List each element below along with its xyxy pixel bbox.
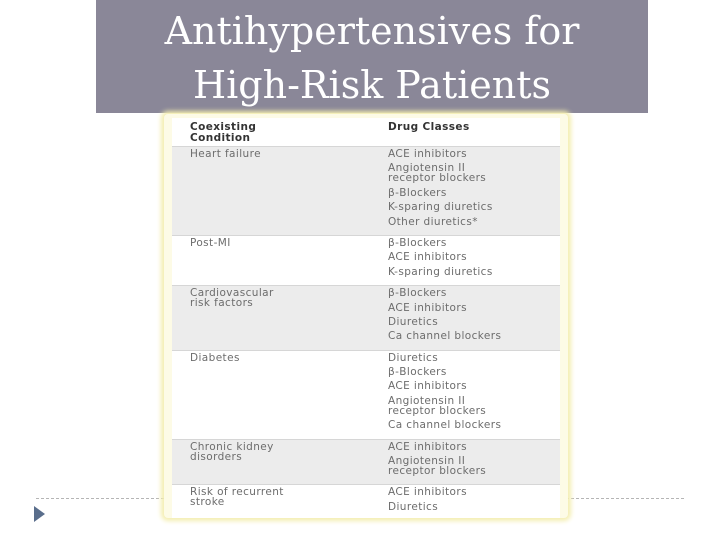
table-row bbox=[172, 147, 560, 236]
slide-title-line-1: Antihypertensives for bbox=[164, 9, 580, 53]
drug-classes-cell bbox=[370, 235, 560, 285]
drug-class-item: Angiotensin II receptor blockers bbox=[388, 455, 487, 478]
slide-title bbox=[96, 0, 648, 113]
table-row bbox=[172, 286, 560, 351]
drug-classes-cell bbox=[370, 350, 560, 439]
table-row bbox=[172, 439, 560, 485]
drug-class-item: K-sparing diuretics bbox=[388, 201, 493, 214]
drug-class-item: β-Blockers bbox=[388, 236, 447, 249]
drug-class-item: Angiotensin II receptor blockers bbox=[388, 162, 487, 185]
drug-class-item: K-sparing diuretics bbox=[388, 265, 493, 278]
drug-class-item: ACE inhibitors bbox=[388, 440, 467, 453]
drug-classes-table bbox=[172, 118, 560, 518]
drug-class-item: ACE inhibitors bbox=[388, 148, 467, 160]
drug-classes-cell bbox=[370, 439, 560, 485]
triangle-arrow-icon bbox=[34, 506, 45, 522]
table-body bbox=[172, 147, 560, 519]
drug-class-item: Diuretics bbox=[388, 500, 439, 513]
drug-class-item: β-Blockers bbox=[388, 186, 447, 199]
drug-class-item: Diuretics bbox=[388, 351, 439, 364]
drug-classes-cell bbox=[370, 485, 560, 518]
drug-class-item: β-Blockers bbox=[388, 287, 447, 300]
condition-cell: Risk of recurrent stroke bbox=[172, 485, 370, 518]
condition-cell: Post-MI bbox=[172, 235, 370, 285]
drug-classes-cell bbox=[370, 147, 560, 236]
table-image-frame bbox=[164, 114, 568, 518]
condition-cell: Chronic kidney disorders bbox=[172, 439, 370, 485]
table-row bbox=[172, 350, 560, 439]
table-row bbox=[172, 235, 560, 285]
drug-class-item: ACE inhibitors bbox=[388, 380, 467, 393]
condition-cell: Heart failure bbox=[172, 147, 370, 236]
table-header-row bbox=[172, 118, 560, 147]
drug-class-item: Ca channel blockers bbox=[388, 419, 502, 432]
drug-class-item: Other diuretics* bbox=[388, 215, 478, 228]
drug-class-item: ACE inhibitors bbox=[388, 486, 467, 499]
drug-classes-cell bbox=[370, 286, 560, 351]
header-drug-classes: Drug Classes bbox=[370, 118, 560, 147]
condition-cell: Cardiovascular risk factors bbox=[172, 286, 370, 351]
table-row bbox=[172, 485, 560, 518]
drug-class-item: β-Blockers bbox=[388, 366, 447, 379]
drug-class-item: ACE inhibitors bbox=[388, 301, 467, 314]
drug-class-item: Diuretics bbox=[388, 315, 439, 328]
header-coexisting-condition: Coexisting Condition bbox=[172, 118, 370, 147]
drug-class-item: Ca channel blockers bbox=[388, 330, 502, 343]
condition-cell: Diabetes bbox=[172, 350, 370, 439]
drug-class-item: ACE inhibitors bbox=[388, 251, 467, 264]
drug-class-item: Angiotensin II receptor blockers bbox=[388, 394, 487, 417]
slide-title-line-2: High-Risk Patients bbox=[193, 63, 551, 107]
